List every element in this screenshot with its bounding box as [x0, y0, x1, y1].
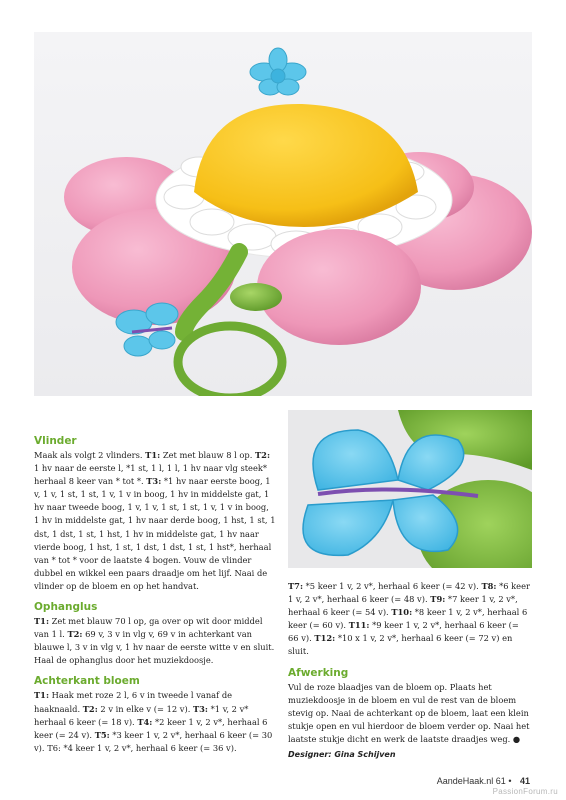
page-number: 41: [519, 776, 530, 786]
butterfly-closeup-illustration: [288, 410, 532, 568]
ophanglus-instructions: T1: Zet met blauw 70 l op, ga over op wit door middel van 1 l. T2: 69 v, 3 v in vlg v, 69 v in achterkant van blauwe l, 3 v in vlg v, 1 hv naar de eerste witte v en sluit. Haal de ophanglus door het muziekdoosje.: [34, 616, 275, 666]
petal-front: [257, 229, 421, 345]
section-title-achterkant: Achterkant bloem: [34, 675, 140, 688]
section-title-ophanglus: Ophanglus: [34, 601, 98, 614]
blue-flower-decoration: [250, 48, 306, 95]
main-photo: [34, 32, 532, 396]
end-mark-icon: ●: [512, 733, 521, 744]
flower-center: [194, 104, 418, 227]
crochet-flower-illustration: [34, 32, 532, 396]
section-title-afwerking: Afwerking: [288, 666, 349, 679]
vlinder-instructions: Maak als volgt 2 vlinders. T1: Zet met blauw 8 l op. T2: 1 hv naar de eerste l, *1 st, 1 l, 1 l, 1 hv naar vlg steek* herhaal 8 keer van * tot *. T3: *1 hv naar eerste boog, 1 v, 1 v, 1 st, 1 st, 1 v, 1 v in boog, 1 hv in middelste gat, 1 hv naar tweede boog, 1 v, 1 v, 1 st, 1 st, 1 v, 1 v in boog, 1 hv in middelste gat, 1 hv naar derde boog, 1 hst, 1 st, 1 dst, 1 dst, 1 st, 1 hst, 1 hv in middelste gat, 1 hv naar vierde boog, 1 hst, 1 st, 1 dst, 1 dst, 1 st, 1 hst*, herhaal van * tot * voor de laatste 4 bogen. Vouw de vlinder dubbel en wikkel een paars draadje om het lijf. Naai de vlinder op de bloem en op het handvat.: [34, 450, 276, 591]
butterfly-closeup-photo: [288, 410, 532, 568]
right-column: [288, 580, 532, 761]
left-column: [34, 434, 276, 762]
section-title-vlinder: Vlinder: [34, 435, 77, 447]
achterkant-instructions-part2: T7: *5 keer 1 v, 2 v*, herhaal 6 keer (= 42 v). T8: *6 keer 1 v, 2 v*, herhaal 6 keer (= 48 v). T9: *7 keer 1 v, 2 v*, herhaal 6 keer (= 54 v). T10: *8 keer 1 v, 2 v*, herhaal 6 keer (= 60 v). T11: *9 keer 1 v, 2 v*, herhaal 6 keer (= 66 v). T12: *10 x 1 v, 2 v*, herhaal 6 keer (= 72 v) en sluit.: [288, 581, 530, 657]
page-footer: [437, 776, 530, 786]
afwerking-instructions: Vul de roze blaadjes van de bloem op. Plaats het muziekdoosje in de bloem en vul de rest van de bloem stevig op. Naai de achterkant op de bloem, laat een klein stukje open en vul hierdoor de bloem verder op. Naai het laatste stukje dicht en werk de laatste draadjes weg. ●: [288, 681, 530, 744]
designer-credit: Designer: Gina Schijven: [288, 750, 396, 760]
butterfly-decoration: [116, 303, 178, 356]
leaf: [230, 283, 282, 311]
watermark: PassionForum.ru: [492, 787, 558, 796]
handle-ring: [178, 326, 282, 396]
footer-separator: •: [508, 776, 512, 786]
magazine-name: AandeHaak.nl 61: [436, 776, 506, 786]
achterkant-instructions-part1: T1: Haak met roze 2 l, 6 v in tweede l vanaf de haaknaald. T2: 2 v in elke v (= 12 v). T3: *1 v, 2 v* herhaal 6 keer (= 18 v). T4: *2 keer 1 v, 2 v*, herhaal 6 keer (= 24 v). T5: *3 keer 1 v, 2 v*, herhaal 6 keer (= 30 v). T6: *4 keer 1 v, 2 v*, herhaal 6 keer (= 36 v).: [34, 690, 273, 753]
